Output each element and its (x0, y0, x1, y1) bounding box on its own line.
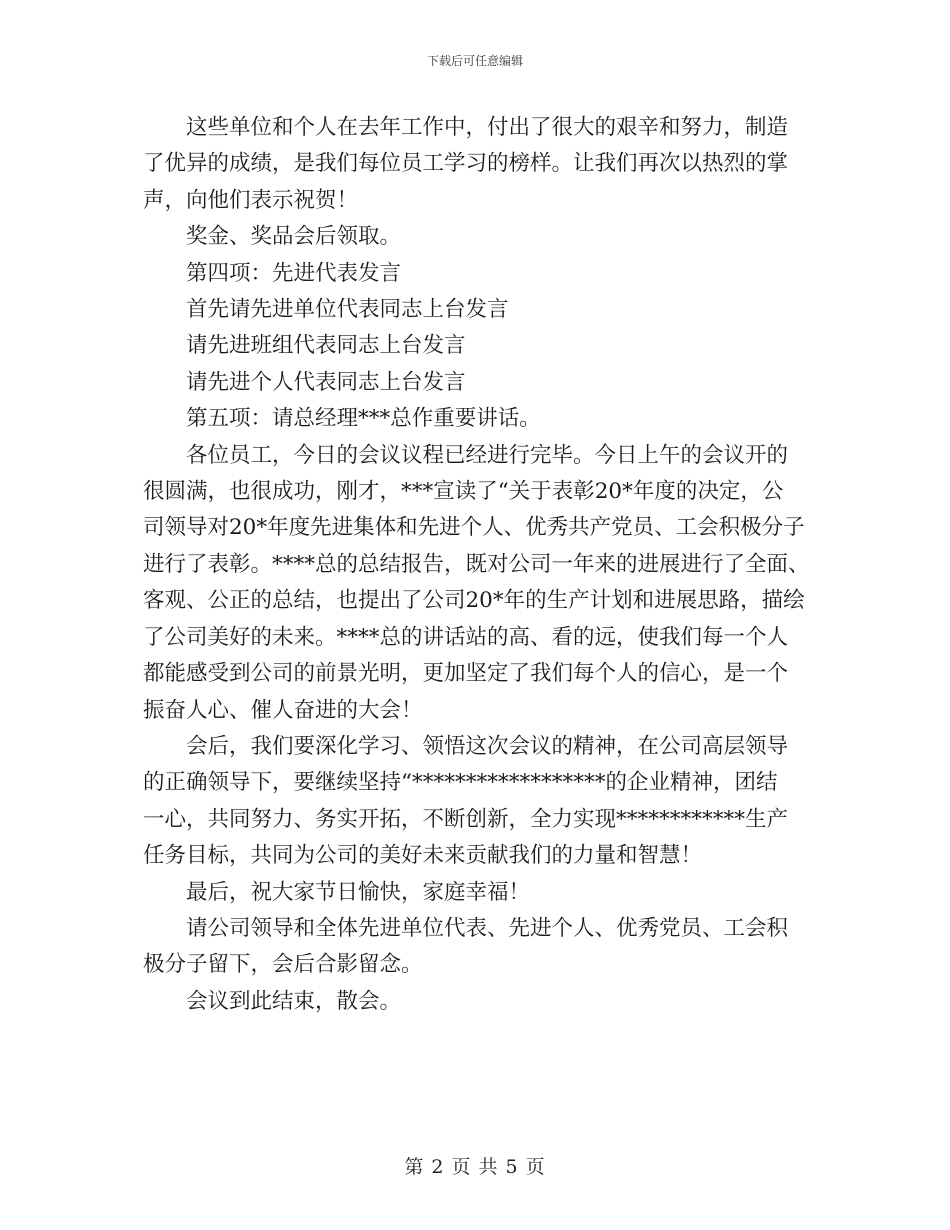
text-line: 司领导对20*年度先进集体和先进个人、优秀共产党员、工会积极分子 (143, 515, 805, 541)
text-line: 请先进班组代表同志上台发言 (186, 333, 466, 359)
paragraph (143, 219, 808, 255)
text-line: 很圆满，也很成功，刚才，***宣读了“关于表彰20*年度的决定，公 (143, 479, 784, 505)
text-line: 的正确领导下，要继续坚持“******************的企业精神，团结 (143, 770, 778, 796)
text-line: 一心，共同努力、务实开拓，不断创新，全力实现************生产 (143, 806, 789, 832)
page-header: 下载后可任意编辑 (426, 54, 523, 68)
text-line: 了公司美好的未来。****总的讲话站的高、看的远，使我们每一个人 (143, 624, 789, 650)
text-line: 请先进个人代表同志上台发言 (186, 369, 466, 395)
text-line: 这些单位和个人在去年工作中，付出了很大的艰辛和努力，制造 (186, 115, 789, 140)
text-line: 奖金、奖品会后领取。 (186, 224, 402, 250)
text-line: 请公司领导和全体先进单位代表、先进个人、优秀党员、工会积 (186, 915, 789, 941)
paragraph (143, 110, 808, 219)
text-line: 会议到此结束，散会。 (186, 988, 402, 1014)
text-line: 会后，我们要深化学习、领悟这次会议的精神，在公司高层领导 (186, 733, 789, 759)
paragraph (143, 729, 808, 875)
paragraph (143, 292, 808, 328)
paragraph (143, 984, 808, 1020)
paragraph (143, 438, 808, 729)
paragraph (143, 256, 808, 292)
text-line: 都能感受到公司的前景光明，更加坚定了我们每个人的信心，是一个 (143, 661, 789, 687)
paragraph (143, 911, 808, 984)
text-line: 任务目标，共同为公司的美好未来贡献我们的力量和智慧！ (143, 843, 703, 869)
paragraph (143, 875, 808, 911)
text-line: 客观、公正的总结，也提出了公司20*年的生产计划和进展思路，描绘 (143, 588, 805, 614)
document-body (143, 110, 808, 1020)
text-line: 最后，祝大家节日愉快，家庭幸福！ (186, 879, 531, 905)
text-line: 第五项：请总经理***总作重要讲话。 (186, 406, 541, 432)
paragraph (143, 365, 808, 401)
paragraph (143, 328, 808, 364)
text-line: 第四项：先进代表发言 (186, 260, 402, 286)
text-line: 进行了表彰。****总的总结报告，既对公司一年来的进展进行了全面、 (143, 551, 810, 577)
paragraph (143, 401, 808, 437)
text-line: 各位员工，今日的会议议程已经进行完毕。今日上午的会议开的 (186, 442, 789, 468)
text-line: 声，向他们表示祝贺！ (143, 187, 359, 213)
text-line: 振奋人心、催人奋进的大会！ (143, 697, 423, 723)
page-number: 第 2 页 共 5 页 (404, 1156, 546, 1178)
text-line: 首先请先进单位代表同志上台发言 (186, 297, 509, 323)
text-line: 了优异的成绩，是我们每位员工学习的榜样。让我们再次以热烈的掌 (143, 151, 789, 177)
text-line: 极分子留下，会后合影留念。 (143, 952, 423, 978)
